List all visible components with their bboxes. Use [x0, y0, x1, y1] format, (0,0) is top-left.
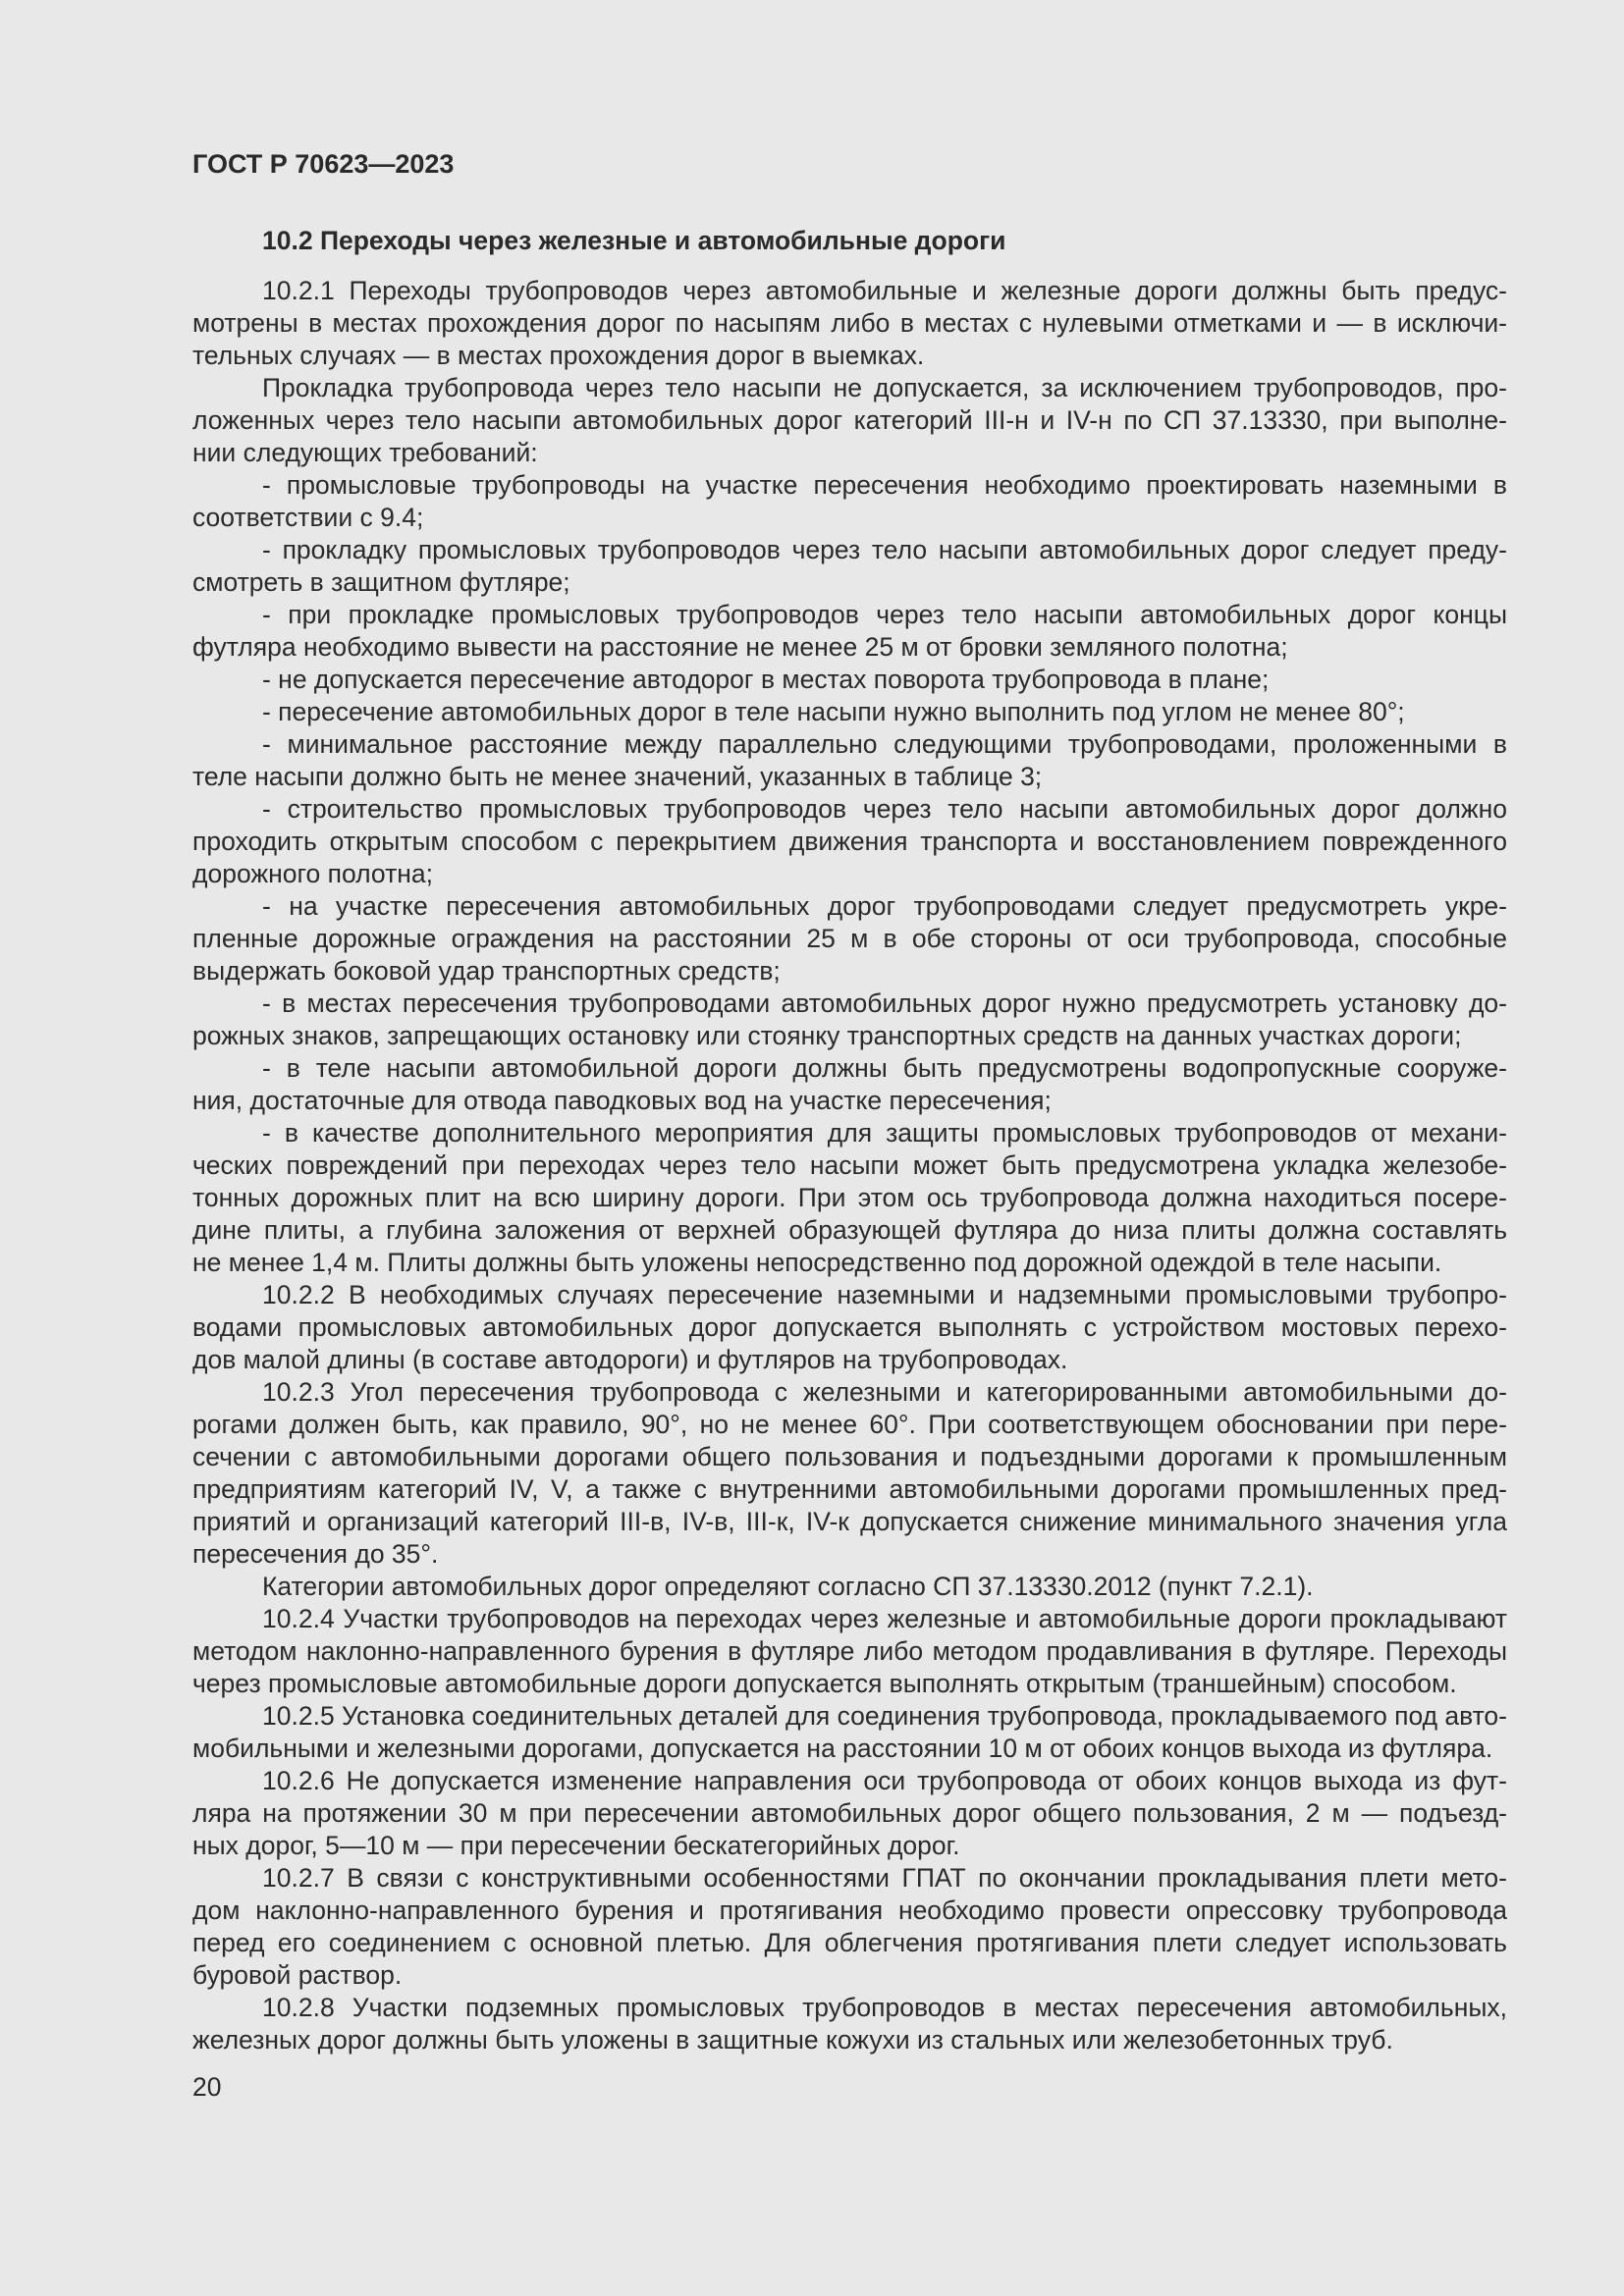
line-text: дорожного полотна; — [192, 859, 433, 888]
list-item — [192, 1052, 1507, 1117]
line-text: ных дорог, 5—10 м — при пересечении бескатегорийных дорог. — [192, 1831, 960, 1860]
text-line — [192, 631, 1507, 664]
text-line — [192, 599, 1507, 631]
list-item — [192, 469, 1507, 534]
line-text: ческих повреждений при переходах через тело насыпи может быть предусмотрена укладка железобе- — [192, 1150, 1507, 1180]
page-number: 20 — [192, 2072, 222, 2102]
list-item — [192, 664, 1507, 696]
line-text: - в качестве дополнительного мероприятия для защиты промысловых трубопроводов от механи- — [262, 1118, 1507, 1148]
text-line — [192, 1668, 1507, 1700]
line-text: соответствии с 9.4; — [192, 503, 424, 532]
line-text: 10.2.1 Переходы трубопроводов через автомобильные и железные дороги должны быть предус- — [262, 276, 1507, 305]
document-code-header: ГОСТ Р 70623—2023 — [192, 149, 455, 179]
text-line — [192, 437, 1507, 469]
line-text: ляра на протяжении 30 м при пересечении автомобильных дорог общего пользования, 2 м — подъезд- — [192, 1798, 1507, 1828]
text-line — [192, 858, 1507, 890]
paragraph — [192, 1376, 1507, 1571]
text-line — [192, 890, 1507, 923]
text-line — [192, 1765, 1507, 1797]
line-text: рожных знаков, запрещающих остановку или стоянку транспортных средств на данных участках дороги; — [192, 1021, 1462, 1050]
line-text: дине плиты, а глубина заложения от верхней образующей футляра до низа плиты должна составлять — [192, 1215, 1507, 1245]
paragraph — [192, 1765, 1507, 1862]
paragraph — [192, 275, 1507, 372]
text-line — [192, 1376, 1507, 1409]
line-text: пересечения до 35°. — [192, 1539, 439, 1569]
text-line — [192, 2024, 1507, 2056]
line-text: проходить открытым способом с перекрытием движения транспорта и восстановлением поврежденного — [192, 827, 1507, 856]
text-line — [192, 307, 1507, 340]
line-text: предприятиям категорий IV, V, а также с внутренними автомобильными дорогами промышленных пред- — [192, 1474, 1507, 1504]
line-text: - при прокладке промысловых трубопроводов через тело насыпи автомобильных дорог концы — [262, 600, 1507, 629]
text-line — [192, 534, 1507, 566]
line-text: 10.2.6 Не допускается изменение направления оси трубопровода от обоих концов выхода из фут- — [262, 1766, 1507, 1795]
paragraph — [192, 1571, 1507, 1603]
paragraph — [192, 1992, 1507, 2056]
line-text: - в теле насыпи автомобильной дороги должны быть предусмотрены водопропускные сооруже- — [262, 1053, 1507, 1083]
text-line — [192, 1733, 1507, 1765]
text-line — [192, 1992, 1507, 2024]
text-line — [192, 1311, 1507, 1344]
line-text: нии следующих требований: — [192, 438, 538, 467]
text-line — [192, 761, 1507, 793]
text-line — [192, 1214, 1507, 1247]
line-text: ния, достаточные для отвода паводковых вод на участке пересечения; — [192, 1086, 1052, 1115]
text-line — [192, 1409, 1507, 1441]
line-text: дов малой длины (в составе автодороги) и футляров на трубопроводах. — [192, 1345, 1068, 1374]
line-text: 10.2.8 Участки подземных промысловых трубопроводов в местах пересечения автомобильных, — [262, 1993, 1507, 2022]
list-item — [192, 793, 1507, 890]
text-line — [192, 404, 1507, 437]
list-item — [192, 1117, 1507, 1279]
text-line — [192, 793, 1507, 826]
line-text: рогами должен быть, как правило, 90°, но не менее 60°. При соответствующем обосновании при пере- — [192, 1410, 1507, 1439]
text-line — [192, 1085, 1507, 1117]
section-heading: 10.2 Переходы через железные и автомобильные дороги — [262, 226, 1006, 255]
text-line — [192, 275, 1507, 307]
text-line — [192, 340, 1507, 372]
paragraph — [192, 372, 1507, 469]
text-line — [192, 1635, 1507, 1668]
text-line — [192, 1700, 1507, 1733]
line-text: методом наклонно-направленного бурения в футляре либо методом продавливания в футляре. Переходы — [192, 1636, 1507, 1666]
text-line — [192, 696, 1507, 728]
line-text: смотреть в защитном футляре; — [192, 567, 570, 597]
paragraph — [192, 1603, 1507, 1700]
line-text: 10.2.7 В связи с конструктивными особенностями ГПАТ по окончании прокладывания плети мето- — [262, 1863, 1507, 1893]
line-text: тонных дорожных плит на всю ширину дороги. При этом ось трубопровода должна находиться посере- — [192, 1183, 1507, 1212]
line-text: выдержать боковой удар транспортных средств; — [192, 956, 781, 986]
list-item — [192, 534, 1507, 599]
text-line — [192, 1797, 1507, 1830]
text-line — [192, 469, 1507, 502]
line-text: Категории автомобильных дорог определяют согласно СП 37.13330.2012 (пункт 7.2.1). — [262, 1572, 1314, 1601]
text-line — [192, 1506, 1507, 1538]
line-text: через промысловые автомобильные дороги допускается выполнять открытым (траншейным) способом. — [192, 1669, 1457, 1698]
text-line — [192, 1862, 1507, 1895]
paragraph — [192, 1700, 1507, 1765]
line-text: - не допускается пересечение автодорог в местах поворота трубопровода в плане; — [262, 665, 1270, 694]
text-line — [192, 1927, 1507, 1959]
text-line — [192, 1895, 1507, 1927]
line-text: Прокладка трубопровода через тело насыпи не допускается, за исключением трубопроводов, про- — [262, 373, 1507, 402]
text-line — [192, 955, 1507, 988]
text-line — [192, 1538, 1507, 1571]
line-text: приятий и организаций категорий III-в, IV-в, III-к, IV-к допускается снижение минимального значения угла — [192, 1507, 1507, 1536]
list-item — [192, 599, 1507, 664]
line-text: футляра необходимо вывести на расстояние не менее 25 м от бровки земляного полотна; — [192, 632, 1288, 662]
text-line — [192, 664, 1507, 696]
line-text: теле насыпи должно быть не менее значений, указанных в таблице 3; — [192, 762, 1043, 791]
text-line — [192, 1149, 1507, 1182]
line-text: водами промысловых автомобильных дорог допускается выполнять с устройством мостовых перехо- — [192, 1312, 1507, 1342]
text-line — [192, 1182, 1507, 1214]
line-text: - промысловые трубопроводы на участке пересечения необходимо проектировать наземными в — [262, 470, 1507, 500]
text-line — [192, 1830, 1507, 1862]
line-text: не менее 1,4 м. Плиты должны быть уложены непосредственно под дорожной одеждой в теле насыпи. — [192, 1248, 1442, 1277]
text-line — [192, 728, 1507, 761]
line-text: буровой раствор. — [192, 1960, 403, 1990]
line-text: дом наклонно-направленного бурения и протягивания необходимо провести опрессовку трубопровода — [192, 1896, 1507, 1925]
text-line — [192, 1473, 1507, 1506]
line-text: - прокладку промысловых трубопроводов через тело насыпи автомобильных дорог следует преду- — [262, 535, 1507, 564]
list-item — [192, 728, 1507, 793]
body-text — [192, 275, 1507, 2056]
text-line — [192, 1247, 1507, 1279]
paragraph — [192, 1279, 1507, 1376]
line-text: - в местах пересечения трубопроводами автомобильных дорог нужно предусмотреть установку до- — [262, 988, 1507, 1018]
text-line — [192, 988, 1507, 1020]
text-line — [192, 1052, 1507, 1085]
text-line — [192, 372, 1507, 404]
text-line — [192, 1571, 1507, 1603]
line-text: тельных случаях — в местах прохождения дорог в выемках. — [192, 341, 925, 370]
line-text: перед его соединением с основной плетью. Для облегчения протягивания плети следует использовать — [192, 1928, 1507, 1957]
line-text: ложенных через тело насыпи автомобильных дорог категорий III-н и IV-н по СП 37.13330, при выполне- — [192, 405, 1507, 435]
text-line — [192, 923, 1507, 955]
line-text: мотрены в местах прохождения дорог по насыпям либо в местах с нулевыми отметками и — в исключи- — [192, 308, 1507, 338]
line-text: 10.2.2 В необходимых случаях пересечение наземными и надземными промысловыми трубопро- — [262, 1280, 1507, 1309]
line-text: - минимальное расстояние между параллельно следующими трубопроводами, проложенными в — [262, 729, 1507, 759]
text-line — [192, 1279, 1507, 1311]
line-text: пленные дорожные ограждения на расстоянии 25 м в обе стороны от оси трубопровода, способные — [192, 924, 1507, 953]
text-line — [192, 1603, 1507, 1635]
text-line — [192, 566, 1507, 599]
line-text: железных дорог должны быть уложены в защитные кожухи из стальных или железобетонных труб. — [192, 2025, 1393, 2055]
text-line — [192, 1441, 1507, 1473]
line-text: - на участке пересечения автомобильных дорог трубопроводами следует предусмотреть укре- — [262, 891, 1507, 921]
line-text: 10.2.5 Установка соединительных деталей для соединения трубопровода, прокладываемого под авто- — [262, 1701, 1507, 1731]
paragraph — [192, 1862, 1507, 1992]
text-line — [192, 502, 1507, 534]
line-text: сечении с автомобильными дорогами общего пользования и подъездными дорогами к промышленным — [192, 1442, 1507, 1471]
line-text: - строительство промысловых трубопроводов через тело насыпи автомобильных дорог должно — [262, 794, 1507, 824]
list-item — [192, 988, 1507, 1052]
line-text: 10.2.4 Участки трубопроводов на переходах через железные и автомобильные дороги прокладывают — [262, 1604, 1507, 1633]
text-line — [192, 1959, 1507, 1992]
text-line — [192, 1020, 1507, 1052]
line-text: 10.2.3 Угол пересечения трубопровода с железными и категорированными автомобильными до- — [262, 1377, 1507, 1407]
text-line — [192, 826, 1507, 858]
text-line — [192, 1117, 1507, 1149]
list-item — [192, 890, 1507, 988]
line-text: - пересечение автомобильных дорог в теле насыпи нужно выполнить под углом не менее 80°; — [262, 697, 1405, 726]
text-line — [192, 1344, 1507, 1376]
line-text: мобильными и железными дорогами, допускается на расстоянии 10 м от обоих концов выхода из футляра. — [192, 1734, 1493, 1763]
list-item — [192, 696, 1507, 728]
